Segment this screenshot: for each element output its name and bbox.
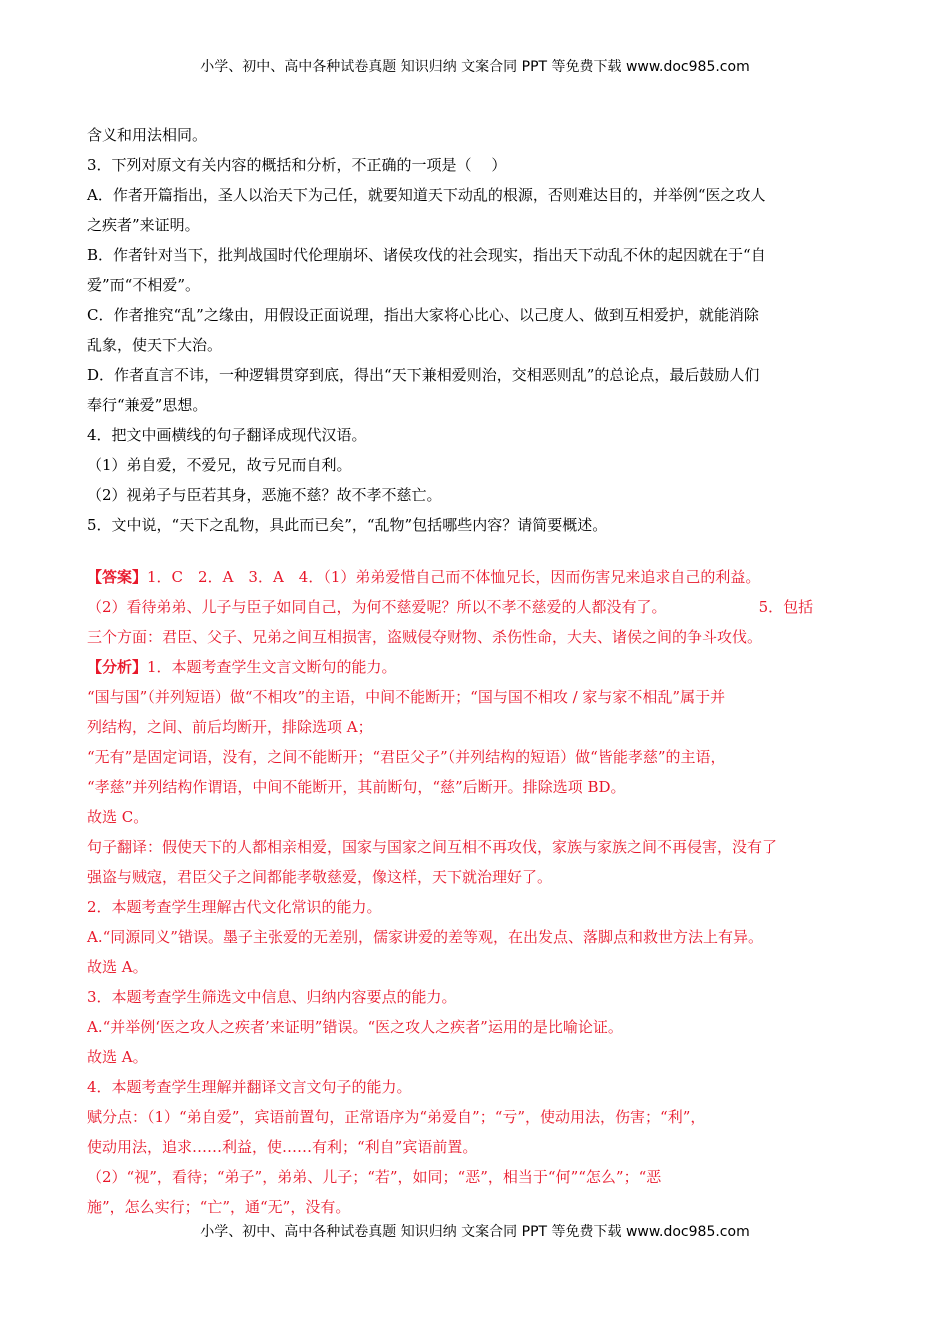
option-c: C．作者推究“乱”之缘由，用假设正面说理，指出大家将心比心、以己度人、做到互相爱护，就能消除 <box>87 306 759 324</box>
answer-text: （2）看待弟弟、儿子与臣子如同自己，为何不慈爱呢？所以不孝不慈爱的人都没有了。 <box>87 598 667 616</box>
analysis-line: 2．本题考查学生理解古代文化常识的能力。 <box>87 898 382 916</box>
answer-line-2 <box>87 592 867 622</box>
option-b: B．作者针对当下，批判战国时代伦理崩坏、诸侯攻伐的社会现实，指出天下动乱不休的起因就在于“自 <box>87 246 766 264</box>
answer-text: 1．C 2．A 3．A 4．（1）弟弟爱惜自己而不体恤兄长，因而伤害兄来追求自己的利益。 <box>147 568 761 586</box>
analysis-line: （2）“视”，看待；“弟子”，弟弟、儿子；“若”，如同；“恶”，相当于“何”“怎么”；“恶 <box>87 1168 662 1186</box>
analysis-line: 使动用法，追求……利益，使……有利；“利自”宾语前置。 <box>87 1138 478 1156</box>
option-c-cont: 乱象，使天下大治。 <box>87 336 223 354</box>
question-4-stem: 4．把文中画横线的句子翻译成现代汉语。 <box>87 426 367 444</box>
analysis-line: 3．本题考查学生筛选文中信息、归纳内容要点的能力。 <box>87 988 457 1006</box>
analysis-line: A.“同源同义”错误。墨子主张爱的无差别，儒家讲爱的差等观，在出发点、落脚点和救世方法上有异。 <box>87 928 763 946</box>
answer-label: 【答案】 <box>87 568 148 586</box>
answer-line-3: 三个方面：君臣、父子、兄弟之间互相损害，盗贼侵夺财物、杀伤性命，大夫、诸侯之间的争斗攻伐。 <box>87 628 763 646</box>
option-a: A．作者开篇指出，圣人以治天下为己任，就要知道天下动乱的根源，否则难达目的，并举例“医之攻人 <box>87 186 766 204</box>
analysis-line: “孝慈”并列结构作谓语，中间不能断开，其前断句，“慈”后断开。排除选项 BD。 <box>87 778 626 796</box>
option-b-cont: 爱”而“不相爱”。 <box>87 276 201 294</box>
option-d-cont: 奉行“兼爱”思想。 <box>87 396 208 414</box>
analysis-line: 强盗与贼寇，君臣父子之间都能孝敬慈爱，像这样，天下就治理好了。 <box>87 868 553 886</box>
question-4-sentence-2: （2）视弟子与臣若其身，恶施不慈？故不孝不慈亡。 <box>87 486 442 504</box>
analysis-line: 句子翻译：假使天下的人都相亲相爱，国家与国家之间互相不再攻伐，家族与家族之间不再侵害，没有了 <box>87 838 778 856</box>
page-header-banner: 小学、初中、高中各种试卷真题 知识归纳 文案合同 PPT 等免费下载 www.doc985.com <box>200 59 750 75</box>
analysis-line: 赋分点：（1）“弟自爱”，宾语前置句，正常语序为“弟爱自”；“亏”，使动用法，伤害；“利”， <box>87 1108 706 1126</box>
analysis-line: “国与国”（并列短语）做“不相攻”的主语，中间不能断开；“国与国不相攻 / 家与家不相乱”属于并 <box>87 688 726 706</box>
analysis-text: 1．本题考查学生文言文断句的能力。 <box>147 658 397 676</box>
option-d: D．作者直言不讳，一种逻辑贯穿到底，得出“天下兼相爱则治，交相恶则乱”的总论点，最后鼓励人们 <box>87 366 760 384</box>
answer-section <box>87 562 867 1222</box>
answer-text: 5．包括 <box>758 598 814 616</box>
analysis-line: 故选 A。 <box>87 958 148 976</box>
analysis-line: A.“并举例‘医之攻人之疾者’来证明”错误。“医之攻人之疾者”运用的是比喻论证。 <box>87 1018 623 1036</box>
analysis-line-1 <box>87 652 867 682</box>
analysis-line: 列结构，之间、前后均断开，排除选项 A； <box>87 718 373 736</box>
analysis-label: 【分析】 <box>87 658 148 676</box>
question-3-stem: 3．下列对原文有关内容的概括和分析，不正确的一项是（ ） <box>87 156 507 174</box>
analysis-line: 施”，怎么实行；“亡”，通“无”，没有。 <box>87 1198 351 1216</box>
page-footer-banner: 小学、初中、高中各种试卷真题 知识归纳 文案合同 PPT 等免费下载 www.doc985.com <box>200 1224 750 1240</box>
option-a-cont: 之疾者”来证明。 <box>87 216 200 234</box>
analysis-line: 故选 A。 <box>87 1048 148 1066</box>
analysis-line: 故选 C。 <box>87 808 149 826</box>
answer-line-1 <box>87 562 867 592</box>
question-5-stem: 5．文中说，“天下之乱物，具此而已矣”，“乱物”包括哪些内容？请简要概述。 <box>87 516 608 534</box>
question-line: 含义和用法相同。 <box>87 126 208 144</box>
analysis-line: “无有”是固定词语，没有，之间不能断开；“君臣父子”（并列结构的短语）做“皆能孝慈”的主语， <box>87 748 726 766</box>
document-body <box>87 120 867 1222</box>
question-4-sentence-1: （1）弟自爱，不爱兄，故亏兄而自利。 <box>87 456 352 474</box>
analysis-line: 4．本题考查学生理解并翻译文言文句子的能力。 <box>87 1078 412 1096</box>
